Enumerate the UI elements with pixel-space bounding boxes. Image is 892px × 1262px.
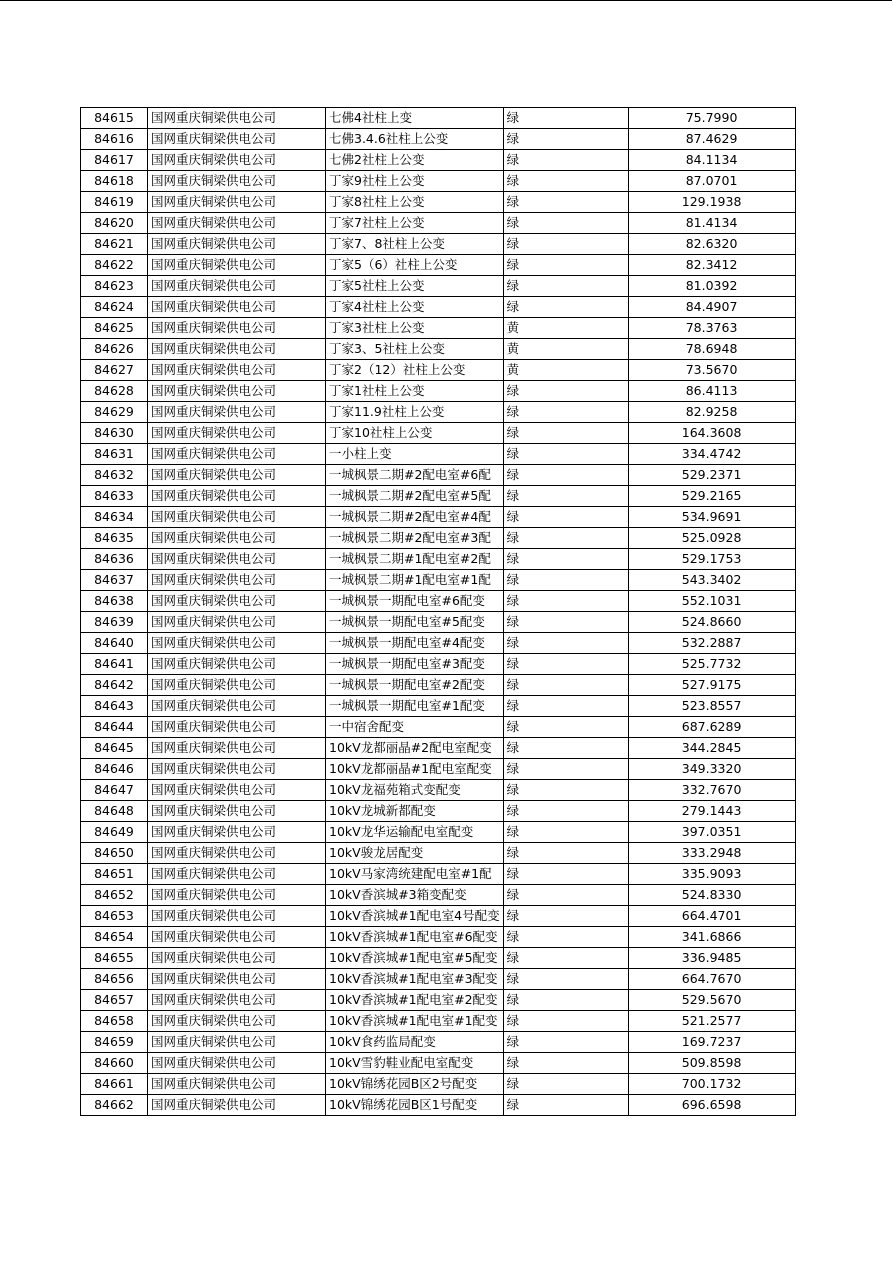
company-cell: 国网重庆铜梁供电公司 <box>148 318 326 339</box>
status-color-cell: 绿 <box>503 927 628 948</box>
row-id-cell: 84657 <box>81 990 148 1011</box>
value-cell: 82.9258 <box>628 402 795 423</box>
table-row <box>81 780 796 801</box>
company-cell: 国网重庆铜梁供电公司 <box>148 507 326 528</box>
table-row <box>81 444 796 465</box>
company-cell: 国网重庆铜梁供电公司 <box>148 570 326 591</box>
table-row <box>81 150 796 171</box>
table-body <box>81 108 796 1116</box>
company-cell: 国网重庆铜梁供电公司 <box>148 717 326 738</box>
status-color-cell: 绿 <box>503 675 628 696</box>
value-cell: 87.4629 <box>628 129 795 150</box>
company-cell: 国网重庆铜梁供电公司 <box>148 906 326 927</box>
status-color-cell: 绿 <box>503 255 628 276</box>
row-id-cell: 84635 <box>81 528 148 549</box>
company-cell: 国网重庆铜梁供电公司 <box>148 108 326 129</box>
row-id-cell: 84629 <box>81 402 148 423</box>
value-cell: 529.1753 <box>628 549 795 570</box>
value-cell: 532.2887 <box>628 633 795 654</box>
status-color-cell: 绿 <box>503 549 628 570</box>
value-cell: 349.3320 <box>628 759 795 780</box>
transformer-name-cell: 丁家2（12）社柱上公变 <box>326 360 504 381</box>
table-row <box>81 108 796 129</box>
row-id-cell: 84644 <box>81 717 148 738</box>
table-row <box>81 486 796 507</box>
table-row <box>81 549 796 570</box>
table-row <box>81 192 796 213</box>
status-color-cell: 绿 <box>503 1074 628 1095</box>
transformer-name-cell: 10kV龙都丽晶#2配电室配变 <box>326 738 504 759</box>
transformer-name-cell: 10kV龙都丽晶#1配电室配变 <box>326 759 504 780</box>
company-cell: 国网重庆铜梁供电公司 <box>148 486 326 507</box>
status-color-cell: 绿 <box>503 759 628 780</box>
table-row <box>81 318 796 339</box>
row-id-cell: 84627 <box>81 360 148 381</box>
table-row <box>81 402 796 423</box>
company-cell: 国网重庆铜梁供电公司 <box>148 528 326 549</box>
value-cell: 86.4113 <box>628 381 795 402</box>
value-cell: 87.0701 <box>628 171 795 192</box>
status-color-cell: 绿 <box>503 591 628 612</box>
row-id-cell: 84662 <box>81 1095 148 1116</box>
value-cell: 169.7237 <box>628 1032 795 1053</box>
table-row <box>81 591 796 612</box>
company-cell: 国网重庆铜梁供电公司 <box>148 360 326 381</box>
row-id-cell: 84655 <box>81 948 148 969</box>
status-color-cell: 绿 <box>503 402 628 423</box>
row-id-cell: 84659 <box>81 1032 148 1053</box>
company-cell: 国网重庆铜梁供电公司 <box>148 675 326 696</box>
value-cell: 81.4134 <box>628 213 795 234</box>
status-color-cell: 绿 <box>503 696 628 717</box>
value-cell: 397.0351 <box>628 822 795 843</box>
value-cell: 664.4701 <box>628 906 795 927</box>
row-id-cell: 84643 <box>81 696 148 717</box>
table-row <box>81 864 796 885</box>
status-color-cell: 绿 <box>503 276 628 297</box>
value-cell: 525.7732 <box>628 654 795 675</box>
transformer-name-cell: 10kV香滨城#1配电室#5配变 <box>326 948 504 969</box>
value-cell: 82.6320 <box>628 234 795 255</box>
table-row <box>81 381 796 402</box>
company-cell: 国网重庆铜梁供电公司 <box>148 1095 326 1116</box>
value-cell: 552.1031 <box>628 591 795 612</box>
company-cell: 国网重庆铜梁供电公司 <box>148 612 326 633</box>
row-id-cell: 84623 <box>81 276 148 297</box>
company-cell: 国网重庆铜梁供电公司 <box>148 213 326 234</box>
status-color-cell: 绿 <box>503 444 628 465</box>
transformer-table <box>80 107 796 1116</box>
value-cell: 527.9175 <box>628 675 795 696</box>
company-cell: 国网重庆铜梁供电公司 <box>148 297 326 318</box>
table-row <box>81 1074 796 1095</box>
row-id-cell: 84656 <box>81 969 148 990</box>
row-id-cell: 84617 <box>81 150 148 171</box>
row-id-cell: 84622 <box>81 255 148 276</box>
value-cell: 700.1732 <box>628 1074 795 1095</box>
status-color-cell: 绿 <box>503 969 628 990</box>
row-id-cell: 84651 <box>81 864 148 885</box>
transformer-name-cell: 一城枫景一期配电室#1配变 <box>326 696 504 717</box>
table-row <box>81 822 796 843</box>
company-cell: 国网重庆铜梁供电公司 <box>148 171 326 192</box>
status-color-cell: 绿 <box>503 150 628 171</box>
table-row <box>81 1011 796 1032</box>
transformer-name-cell: 10kV香滨城#1配电室#2配变 <box>326 990 504 1011</box>
row-id-cell: 84619 <box>81 192 148 213</box>
transformer-name-cell: 一城枫景二期#2配电室#4配 <box>326 507 504 528</box>
transformer-name-cell: 一城枫景二期#2配电室#6配 <box>326 465 504 486</box>
transformer-name-cell: 10kV香滨城#1配电室4号配变 <box>326 906 504 927</box>
table-row <box>81 528 796 549</box>
status-color-cell: 绿 <box>503 507 628 528</box>
status-color-cell: 绿 <box>503 108 628 129</box>
status-color-cell: 绿 <box>503 381 628 402</box>
value-cell: 164.3608 <box>628 423 795 444</box>
company-cell: 国网重庆铜梁供电公司 <box>148 591 326 612</box>
transformer-name-cell: 七佛4社柱上变 <box>326 108 504 129</box>
company-cell: 国网重庆铜梁供电公司 <box>148 402 326 423</box>
status-color-cell: 绿 <box>503 1011 628 1032</box>
row-id-cell: 84615 <box>81 108 148 129</box>
status-color-cell: 黄 <box>503 339 628 360</box>
table-row <box>81 612 796 633</box>
value-cell: 687.6289 <box>628 717 795 738</box>
transformer-name-cell: 丁家10社柱上公变 <box>326 423 504 444</box>
transformer-name-cell: 10kV骏龙居配变 <box>326 843 504 864</box>
table-row <box>81 276 796 297</box>
table-row <box>81 948 796 969</box>
transformer-name-cell: 丁家11.9社柱上公变 <box>326 402 504 423</box>
transformer-name-cell: 一城枫景二期#2配电室#3配 <box>326 528 504 549</box>
transformer-name-cell: 一城枫景二期#1配电室#1配 <box>326 570 504 591</box>
row-id-cell: 84641 <box>81 654 148 675</box>
status-color-cell: 绿 <box>503 612 628 633</box>
row-id-cell: 84632 <box>81 465 148 486</box>
value-cell: 543.3402 <box>628 570 795 591</box>
table-row <box>81 423 796 444</box>
value-cell: 84.4907 <box>628 297 795 318</box>
company-cell: 国网重庆铜梁供电公司 <box>148 1011 326 1032</box>
table-row <box>81 906 796 927</box>
company-cell: 国网重庆铜梁供电公司 <box>148 129 326 150</box>
transformer-name-cell: 七佛2社柱上公变 <box>326 150 504 171</box>
status-color-cell: 绿 <box>503 801 628 822</box>
value-cell: 84.1134 <box>628 150 795 171</box>
row-id-cell: 84648 <box>81 801 148 822</box>
status-color-cell: 绿 <box>503 864 628 885</box>
status-color-cell: 绿 <box>503 780 628 801</box>
company-cell: 国网重庆铜梁供电公司 <box>148 234 326 255</box>
company-cell: 国网重庆铜梁供电公司 <box>148 885 326 906</box>
table-row <box>81 507 796 528</box>
value-cell: 525.0928 <box>628 528 795 549</box>
transformer-name-cell: 10kV香滨城#1配电室#3配变 <box>326 969 504 990</box>
company-cell: 国网重庆铜梁供电公司 <box>148 150 326 171</box>
row-id-cell: 84642 <box>81 675 148 696</box>
company-cell: 国网重庆铜梁供电公司 <box>148 780 326 801</box>
company-cell: 国网重庆铜梁供电公司 <box>148 738 326 759</box>
status-color-cell: 绿 <box>503 171 628 192</box>
transformer-name-cell: 10kV锦绣花园B区2号配变 <box>326 1074 504 1095</box>
row-id-cell: 84636 <box>81 549 148 570</box>
row-id-cell: 84625 <box>81 318 148 339</box>
status-color-cell: 绿 <box>503 528 628 549</box>
status-color-cell: 绿 <box>503 885 628 906</box>
value-cell: 341.6866 <box>628 927 795 948</box>
value-cell: 529.2371 <box>628 465 795 486</box>
transformer-name-cell: 10kV马家湾统建配电室#1配 <box>326 864 504 885</box>
table-row <box>81 297 796 318</box>
value-cell: 333.2948 <box>628 843 795 864</box>
table-row <box>81 759 796 780</box>
status-color-cell: 绿 <box>503 213 628 234</box>
row-id-cell: 84658 <box>81 1011 148 1032</box>
company-cell: 国网重庆铜梁供电公司 <box>148 1032 326 1053</box>
row-id-cell: 84626 <box>81 339 148 360</box>
row-id-cell: 84624 <box>81 297 148 318</box>
row-id-cell: 84633 <box>81 486 148 507</box>
row-id-cell: 84650 <box>81 843 148 864</box>
company-cell: 国网重庆铜梁供电公司 <box>148 822 326 843</box>
company-cell: 国网重庆铜梁供电公司 <box>148 927 326 948</box>
value-cell: 336.9485 <box>628 948 795 969</box>
row-id-cell: 84620 <box>81 213 148 234</box>
table-row <box>81 465 796 486</box>
table-row <box>81 633 796 654</box>
company-cell: 国网重庆铜梁供电公司 <box>148 633 326 654</box>
transformer-name-cell: 10kV锦绣花园B区1号配变 <box>326 1095 504 1116</box>
transformer-name-cell: 10kV食药监局配变 <box>326 1032 504 1053</box>
transformer-name-cell: 丁家7、8社柱上公变 <box>326 234 504 255</box>
company-cell: 国网重庆铜梁供电公司 <box>148 465 326 486</box>
status-color-cell: 绿 <box>503 423 628 444</box>
transformer-name-cell: 丁家9社柱上公变 <box>326 171 504 192</box>
value-cell: 664.7670 <box>628 969 795 990</box>
value-cell: 509.8598 <box>628 1053 795 1074</box>
status-color-cell: 绿 <box>503 717 628 738</box>
company-cell: 国网重庆铜梁供电公司 <box>148 549 326 570</box>
company-cell: 国网重庆铜梁供电公司 <box>148 696 326 717</box>
company-cell: 国网重庆铜梁供电公司 <box>148 654 326 675</box>
transformer-name-cell: 丁家1社柱上公变 <box>326 381 504 402</box>
row-id-cell: 84639 <box>81 612 148 633</box>
transformer-name-cell: 丁家3社柱上公变 <box>326 318 504 339</box>
row-id-cell: 84660 <box>81 1053 148 1074</box>
row-id-cell: 84616 <box>81 129 148 150</box>
value-cell: 73.5670 <box>628 360 795 381</box>
row-id-cell: 84621 <box>81 234 148 255</box>
status-color-cell: 黄 <box>503 360 628 381</box>
company-cell: 国网重庆铜梁供电公司 <box>148 759 326 780</box>
transformer-name-cell: 10kV香滨城#1配电室#1配变 <box>326 1011 504 1032</box>
transformer-name-cell: 丁家7社柱上公变 <box>326 213 504 234</box>
status-color-cell: 绿 <box>503 843 628 864</box>
transformer-name-cell: 一城枫景二期#1配电室#2配 <box>326 549 504 570</box>
row-id-cell: 84647 <box>81 780 148 801</box>
transformer-name-cell: 七佛3.4.6社柱上公变 <box>326 129 504 150</box>
row-id-cell: 84640 <box>81 633 148 654</box>
table-row <box>81 213 796 234</box>
table-row <box>81 990 796 1011</box>
transformer-name-cell: 一城枫景一期配电室#6配变 <box>326 591 504 612</box>
transformer-name-cell: 一城枫景二期#2配电室#5配 <box>326 486 504 507</box>
table-row <box>81 570 796 591</box>
table-row <box>81 255 796 276</box>
company-cell: 国网重庆铜梁供电公司 <box>148 1074 326 1095</box>
status-color-cell: 绿 <box>503 822 628 843</box>
table-row <box>81 1053 796 1074</box>
company-cell: 国网重庆铜梁供电公司 <box>148 255 326 276</box>
company-cell: 国网重庆铜梁供电公司 <box>148 423 326 444</box>
row-id-cell: 84645 <box>81 738 148 759</box>
value-cell: 334.4742 <box>628 444 795 465</box>
status-color-cell: 绿 <box>503 234 628 255</box>
transformer-name-cell: 一城枫景一期配电室#4配变 <box>326 633 504 654</box>
value-cell: 344.2845 <box>628 738 795 759</box>
status-color-cell: 绿 <box>503 192 628 213</box>
table-row <box>81 234 796 255</box>
transformer-name-cell: 丁家4社柱上公变 <box>326 297 504 318</box>
table-row <box>81 717 796 738</box>
company-cell: 国网重庆铜梁供电公司 <box>148 969 326 990</box>
transformer-name-cell: 10kV龙福苑箱式变配变 <box>326 780 504 801</box>
table-row <box>81 843 796 864</box>
page-top-rule <box>0 0 892 1</box>
table-row <box>81 171 796 192</box>
value-cell: 335.9093 <box>628 864 795 885</box>
table-row <box>81 885 796 906</box>
value-cell: 523.8557 <box>628 696 795 717</box>
value-cell: 82.3412 <box>628 255 795 276</box>
company-cell: 国网重庆铜梁供电公司 <box>148 276 326 297</box>
status-color-cell: 绿 <box>503 465 628 486</box>
row-id-cell: 84638 <box>81 591 148 612</box>
company-cell: 国网重庆铜梁供电公司 <box>148 948 326 969</box>
row-id-cell: 84661 <box>81 1074 148 1095</box>
table-row <box>81 675 796 696</box>
transformer-name-cell: 10kV龙城新都配变 <box>326 801 504 822</box>
company-cell: 国网重庆铜梁供电公司 <box>148 381 326 402</box>
table-row <box>81 696 796 717</box>
row-id-cell: 84654 <box>81 927 148 948</box>
transformer-name-cell: 10kV龙华运输配电室配变 <box>326 822 504 843</box>
table-row <box>81 339 796 360</box>
table-row <box>81 360 796 381</box>
status-color-cell: 绿 <box>503 1032 628 1053</box>
row-id-cell: 84637 <box>81 570 148 591</box>
value-cell: 78.3763 <box>628 318 795 339</box>
status-color-cell: 绿 <box>503 990 628 1011</box>
row-id-cell: 84649 <box>81 822 148 843</box>
status-color-cell: 绿 <box>503 1053 628 1074</box>
status-color-cell: 绿 <box>503 738 628 759</box>
transformer-name-cell: 一小柱上变 <box>326 444 504 465</box>
value-cell: 696.6598 <box>628 1095 795 1116</box>
row-id-cell: 84653 <box>81 906 148 927</box>
transformer-name-cell: 丁家5社柱上公变 <box>326 276 504 297</box>
table-row <box>81 654 796 675</box>
transformer-name-cell: 10kV雪豹鞋业配电室配变 <box>326 1053 504 1074</box>
table-row <box>81 738 796 759</box>
row-id-cell: 84631 <box>81 444 148 465</box>
row-id-cell: 84628 <box>81 381 148 402</box>
value-cell: 534.9691 <box>628 507 795 528</box>
table-row <box>81 969 796 990</box>
transformer-name-cell: 丁家5（6）社柱上公变 <box>326 255 504 276</box>
status-color-cell: 绿 <box>503 633 628 654</box>
transformer-name-cell: 丁家8社柱上公变 <box>326 192 504 213</box>
table-row <box>81 129 796 150</box>
value-cell: 524.8330 <box>628 885 795 906</box>
company-cell: 国网重庆铜梁供电公司 <box>148 192 326 213</box>
value-cell: 279.1443 <box>628 801 795 822</box>
company-cell: 国网重庆铜梁供电公司 <box>148 444 326 465</box>
transformer-name-cell: 10kV香滨城#3箱变配变 <box>326 885 504 906</box>
value-cell: 521.2577 <box>628 1011 795 1032</box>
transformer-name-cell: 一中宿舍配变 <box>326 717 504 738</box>
status-color-cell: 绿 <box>503 486 628 507</box>
value-cell: 529.2165 <box>628 486 795 507</box>
company-cell: 国网重庆铜梁供电公司 <box>148 990 326 1011</box>
row-id-cell: 84634 <box>81 507 148 528</box>
transformer-name-cell: 一城枫景一期配电室#5配变 <box>326 612 504 633</box>
row-id-cell: 84652 <box>81 885 148 906</box>
value-cell: 81.0392 <box>628 276 795 297</box>
status-color-cell: 绿 <box>503 906 628 927</box>
status-color-cell: 黄 <box>503 318 628 339</box>
status-color-cell: 绿 <box>503 948 628 969</box>
transformer-name-cell: 丁家3、5社柱上公变 <box>326 339 504 360</box>
status-color-cell: 绿 <box>503 1095 628 1116</box>
status-color-cell: 绿 <box>503 297 628 318</box>
value-cell: 75.7990 <box>628 108 795 129</box>
transformer-name-cell: 一城枫景一期配电室#3配变 <box>326 654 504 675</box>
row-id-cell: 84618 <box>81 171 148 192</box>
value-cell: 529.5670 <box>628 990 795 1011</box>
table-row <box>81 927 796 948</box>
value-cell: 78.6948 <box>628 339 795 360</box>
table-row <box>81 1095 796 1116</box>
company-cell: 国网重庆铜梁供电公司 <box>148 864 326 885</box>
value-cell: 332.7670 <box>628 780 795 801</box>
transformer-name-cell: 一城枫景一期配电室#2配变 <box>326 675 504 696</box>
status-color-cell: 绿 <box>503 570 628 591</box>
company-cell: 国网重庆铜梁供电公司 <box>148 801 326 822</box>
row-id-cell: 84630 <box>81 423 148 444</box>
company-cell: 国网重庆铜梁供电公司 <box>148 339 326 360</box>
transformer-name-cell: 10kV香滨城#1配电室#6配变 <box>326 927 504 948</box>
row-id-cell: 84646 <box>81 759 148 780</box>
status-color-cell: 绿 <box>503 654 628 675</box>
value-cell: 129.1938 <box>628 192 795 213</box>
company-cell: 国网重庆铜梁供电公司 <box>148 1053 326 1074</box>
table-row <box>81 801 796 822</box>
table-row <box>81 1032 796 1053</box>
company-cell: 国网重庆铜梁供电公司 <box>148 843 326 864</box>
value-cell: 524.8660 <box>628 612 795 633</box>
status-color-cell: 绿 <box>503 129 628 150</box>
